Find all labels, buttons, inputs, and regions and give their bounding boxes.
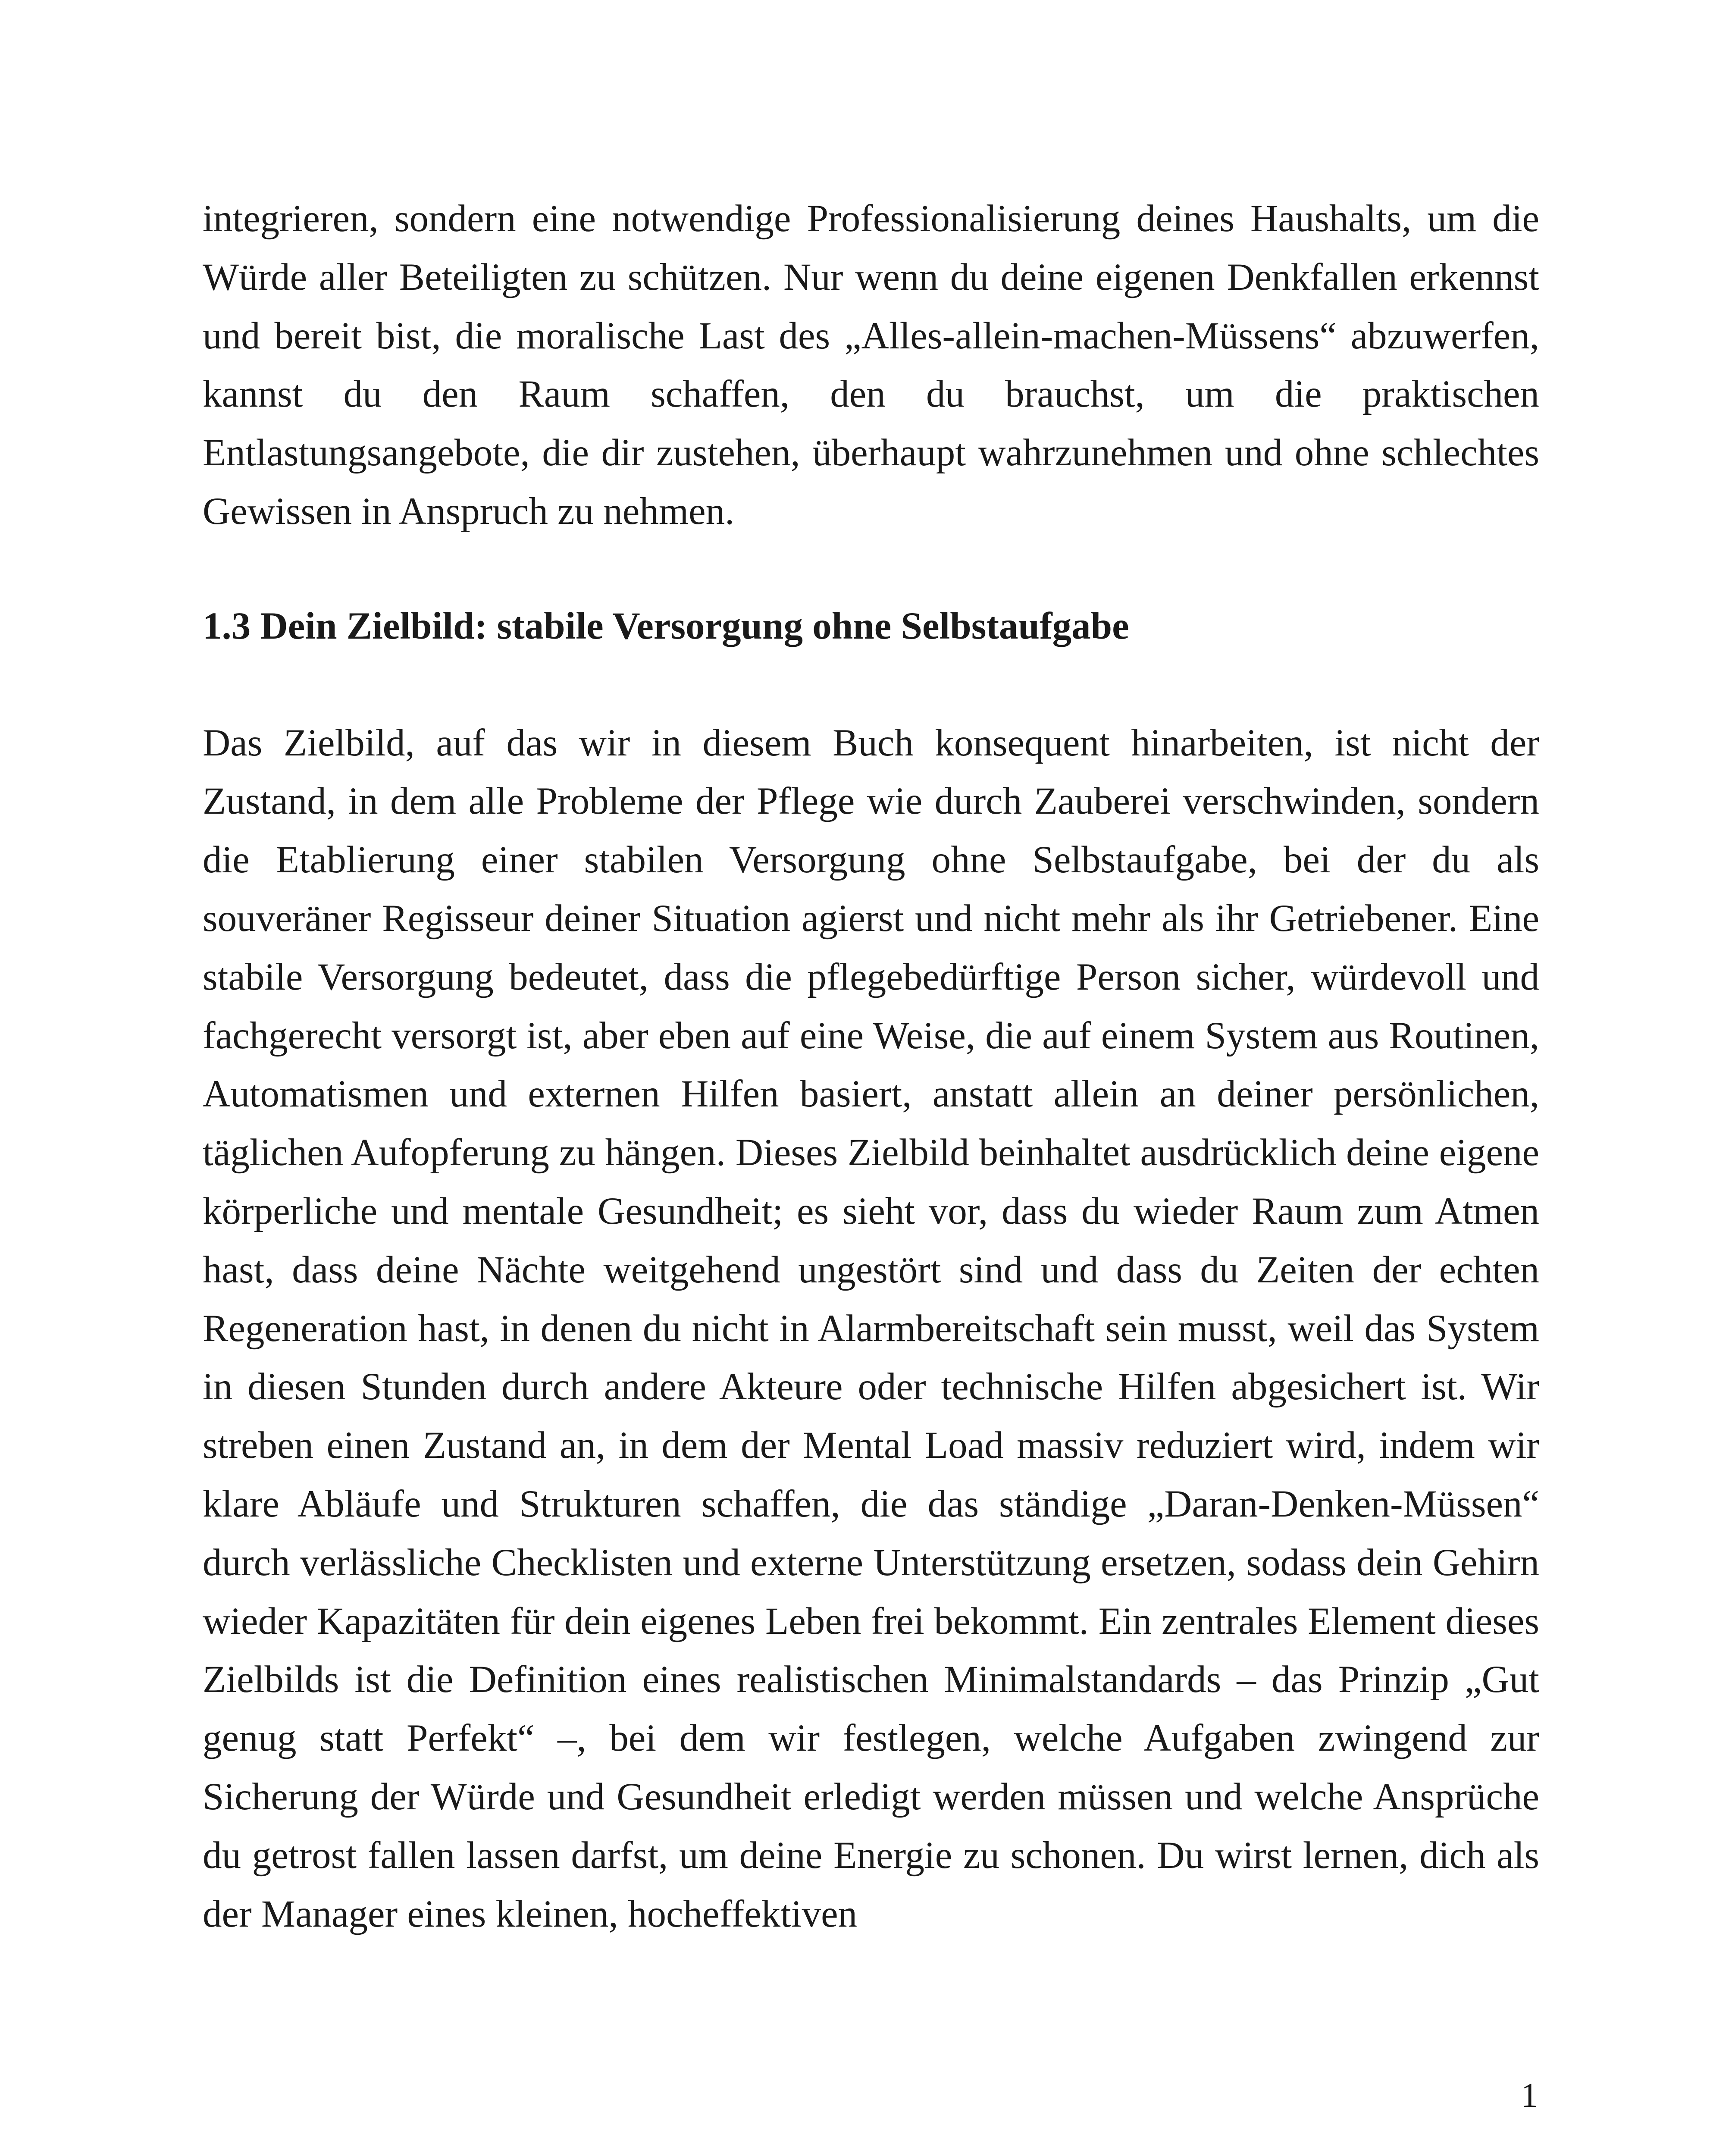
- page-content: [203, 190, 1539, 1943]
- page-number: 1: [1521, 2077, 1538, 2115]
- intro-paragraph: integrieren, sondern eine notwendige Professionalisierung deines Haushalts, um die Würde aller Beteiligten zu schützen. Nur wenn du deine eigenen Denkfallen erkennst und bereit bist, die moralische Last des „Alles-allein-machen-Müssens“ abzuwerfen, kannst du den Raum schaffen, den du brauchst, um die praktischen Entlastungsangebote, die dir zustehen, überhaupt wahrzunehmen und ohne schlechtes Gewissen in Anspruch zu nehmen.: [203, 197, 1539, 533]
- main-paragraph: Das Zielbild, auf das wir in diesem Buch konsequent hinarbeiten, ist nicht der Zustand, in dem alle Probleme der Pflege wie durch Zauberei verschwinden, sondern die Etablierung einer stabilen Versorgung ohne Selbstaufgabe, bei der du als souveräner Regisseur deiner Situation agierst und nicht mehr als ihr Getriebener. Eine stabile Versorgung bedeutet, dass die pflegebedürftige Person sicher, würdevoll und fachgerecht versorgt ist, aber eben auf eine Weise, die auf einem System aus Routinen, Automatismen und externen Hilfen basiert, anstatt allein an deiner persönlichen, täglichen Aufopferung zu hängen. Dieses Zielbild beinhaltet ausdrücklich deine eigene körperliche und mentale Gesundheit; es sieht vor, dass du wieder Raum zum Atmen hast, dass deine Nächte weitgehend ungestört sind und dass du Zeiten der echten Regeneration hast, in denen du nicht in Alarmbereitschaft sein musst, weil das System in diesen Stunden durch andere Akteure oder technische Hilfen abgesichert ist. Wir streben einen Zustand an, in dem der Mental Load massiv reduziert wird, indem wir klare Abläufe und Strukturen schaffen, die das ständige „Daran-Denken-Müssen“ durch verlässliche Checklisten und externe Unterstützung ersetzen, sodass dein Gehirn wieder Kapazitäten für dein eigenes Leben frei bekommt. Ein zentrales Element dieses Zielbilds ist die Definition eines realistischen Minimalstandards – das Prinzip „Gut genug statt Perfekt“ –, bei dem wir festlegen, welche Aufgaben zwingend zur Sicherung der Würde und Gesundheit erledigt werden müssen und welche Ansprüche du getrost fallen lassen darfst, um deine Energie zu schonen. Du wirst lernen, dich als der Manager eines kleinen, hocheffektiven: [203, 721, 1539, 1935]
- section-heading: 1.3 Dein Zielbild: stabile Versorgung ohne Selbstaufgabe: [203, 605, 1129, 647]
